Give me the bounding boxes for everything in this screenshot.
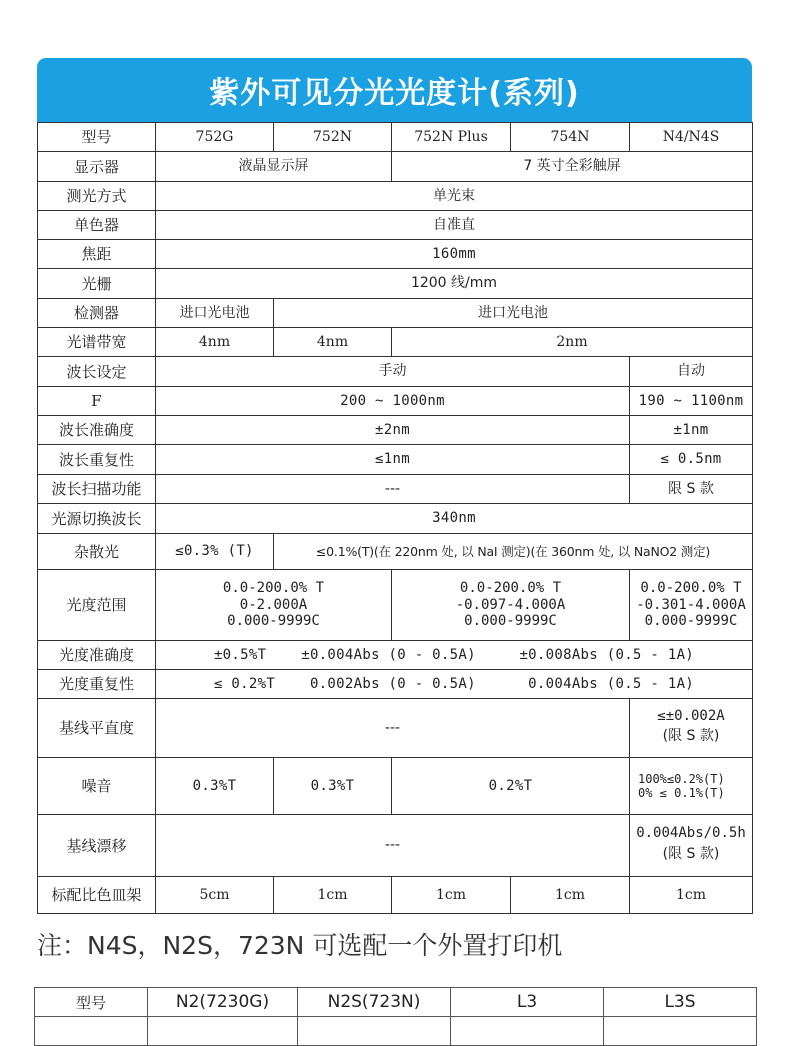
range-line: 0.0-200.0% T xyxy=(640,579,742,596)
cell-line: ≤±0.002A xyxy=(657,707,725,724)
table-cell xyxy=(630,815,753,877)
table-cell xyxy=(392,570,630,641)
table-row-display xyxy=(38,152,753,182)
range-line: 0.000-9999C xyxy=(227,613,320,630)
table-cell: 手动 xyxy=(156,357,630,387)
row-label: 波长设定 xyxy=(38,357,156,387)
table-cell: 0.3%T xyxy=(274,758,392,815)
row-label: 光栅 xyxy=(38,269,156,299)
row-label: 焦距 xyxy=(38,240,156,269)
cell-line: 0% ≤ 0.1%(T) xyxy=(638,786,725,800)
row-label: 基线平直度 xyxy=(38,699,156,758)
row-label: 杂散光 xyxy=(38,534,156,570)
printer-note: 注：N4S，N2S，723N 可选配一个外置打印机 xyxy=(37,931,563,960)
table-row-wl-repeat xyxy=(38,445,753,475)
table-cell: 2nm xyxy=(392,328,753,357)
table-cell: ±1nm xyxy=(630,416,753,445)
table-cell: 进口光电池 xyxy=(156,299,274,328)
table-cell: ±0.5%T ±0.004Abs (0 - 0.5A) ±0.008Abs (0.5 - 1A) xyxy=(156,641,753,670)
model-table-2 xyxy=(34,987,757,1046)
row-label: 光源切换波长 xyxy=(38,504,156,534)
row-label: 标配比色皿架 xyxy=(38,877,156,914)
range-line: 0.000-9999C xyxy=(644,613,738,630)
table-cell xyxy=(148,1017,298,1046)
table-cell: 190 ~ 1100nm xyxy=(630,387,753,416)
row-label: 光谱带宽 xyxy=(38,328,156,357)
model-cell: 752N xyxy=(274,123,392,152)
spec-table xyxy=(37,122,753,914)
model-cell: 752G xyxy=(156,123,274,152)
table-row-stray xyxy=(38,534,753,570)
table-row-detector xyxy=(38,299,753,328)
table-row-monochromator xyxy=(38,211,753,240)
table-row-next xyxy=(35,1017,757,1046)
table-cell xyxy=(604,1017,757,1046)
cell-line: 100%≤0.2%(T) xyxy=(638,771,725,786)
table-cell: 自准直 xyxy=(156,211,753,240)
table-cell: 200 ~ 1000nm xyxy=(156,387,630,416)
table-cell: 0.2%T xyxy=(392,758,630,815)
cell-line: (限 S 款) xyxy=(662,845,720,862)
table-cell: ≤ 0.2%T 0.002Abs (0 - 0.5A) 0.004Abs (0.5 - 1A) xyxy=(156,670,753,699)
table-cell: 1cm xyxy=(274,877,392,914)
title-text: 紫外可见分光光度计(系列) xyxy=(209,76,580,111)
row-label: 检测器 xyxy=(38,299,156,328)
table-row-photo-accuracy xyxy=(38,641,753,670)
row-label: 显示器 xyxy=(38,152,156,182)
table-row-wl-setting xyxy=(38,357,753,387)
row-label: F xyxy=(38,387,156,416)
row-label: 光度重复性 xyxy=(38,670,156,699)
table-cell xyxy=(630,758,753,815)
row-label: 波长扫描功能 xyxy=(38,475,156,504)
model-cell: N4/N4S xyxy=(630,123,753,152)
table-row-focal xyxy=(38,240,753,269)
model-cell: 752N Plus xyxy=(392,123,511,152)
table-row-wl-scan xyxy=(38,475,753,504)
table-row-photo-repeat xyxy=(38,670,753,699)
table-cell: 液晶显示屏 xyxy=(156,152,392,182)
row-label: 测光方式 xyxy=(38,182,156,211)
table-cell: --- xyxy=(156,815,630,877)
table-row-flatness xyxy=(38,699,753,758)
table-cell: 340nm xyxy=(156,504,753,534)
model-cell: L3 xyxy=(451,988,604,1017)
table-cell: --- xyxy=(156,475,630,504)
table-cell: 7 英寸全彩触屏 xyxy=(392,152,753,182)
table-cell: 0.3%T xyxy=(156,758,274,815)
table-cell: 1cm xyxy=(630,877,753,914)
table-row-range xyxy=(38,387,753,416)
table-row-lamp-switch xyxy=(38,504,753,534)
table-cell: 进口光电池 xyxy=(274,299,753,328)
table-row-photometry xyxy=(38,182,753,211)
table-row-drift xyxy=(38,815,753,877)
table-cell xyxy=(156,570,392,641)
table-cell: 1200 线/mm xyxy=(156,269,753,299)
row-label: 波长准确度 xyxy=(38,416,156,445)
cell-line: (限 S 款) xyxy=(662,728,720,745)
table-cell: 1cm xyxy=(392,877,511,914)
row-label: 光度范围 xyxy=(38,570,156,641)
cell-line: 0.004Abs/0.5h xyxy=(636,825,746,842)
table-cell: 5cm xyxy=(156,877,274,914)
table-cell: 160mm xyxy=(156,240,753,269)
model-cell: N2S(723N) xyxy=(298,988,451,1017)
table-cell: 4nm xyxy=(274,328,392,357)
table-row-wl-accuracy xyxy=(38,416,753,445)
table-cell: ≤0.3% (T) xyxy=(156,534,274,570)
table-row-cuvette xyxy=(38,877,753,914)
table-cell xyxy=(298,1017,451,1046)
table-row-bandwidth xyxy=(38,328,753,357)
model-cell: 754N xyxy=(511,123,630,152)
table-row-model xyxy=(38,123,753,152)
table-cell xyxy=(451,1017,604,1046)
range-line: 0.000-9999C xyxy=(464,613,557,630)
range-line: 0.0-200.0% T xyxy=(222,579,325,596)
row-label: 型号 xyxy=(35,988,148,1017)
table-row-model-2 xyxy=(35,988,757,1017)
table-cell: ≤1nm xyxy=(156,445,630,475)
table-cell: 4nm xyxy=(156,328,274,357)
page-title xyxy=(37,58,752,122)
table-cell: ±2nm xyxy=(156,416,630,445)
table-cell xyxy=(630,570,753,641)
model-cell: L3S xyxy=(604,988,757,1017)
range-line: -0.301-4.000A xyxy=(636,596,746,613)
row-label: 型号 xyxy=(38,123,156,152)
table-cell: ≤0.1%(T)(在 220nm 处, 以 NaI 测定)(在 360nm 处, 以 NaNO2 测定) xyxy=(274,534,753,570)
row-label: 光度准确度 xyxy=(38,641,156,670)
range-line: -0.097-4.000A xyxy=(455,596,566,613)
row-label: 单色器 xyxy=(38,211,156,240)
range-line: 0.0-200.0% T xyxy=(459,579,562,596)
row-label: 噪音 xyxy=(38,758,156,815)
row-label: 波长重复性 xyxy=(38,445,156,475)
table-cell xyxy=(630,699,753,758)
row-label: 基线漂移 xyxy=(38,815,156,877)
table-cell: 单光束 xyxy=(156,182,753,211)
table-cell: 1cm xyxy=(511,877,630,914)
table-cell: 限 S 款 xyxy=(630,475,753,504)
table-cell: 自动 xyxy=(630,357,753,387)
range-line: 0-2.000A xyxy=(239,596,308,613)
table-cell: ≤ 0.5nm xyxy=(630,445,753,475)
table-row-photo-range xyxy=(38,570,753,641)
table-row-grating xyxy=(38,269,753,299)
table-row-noise xyxy=(38,758,753,815)
table-cell xyxy=(35,1017,148,1046)
table-cell: --- xyxy=(156,699,630,758)
model-cell: N2(7230G) xyxy=(148,988,298,1017)
